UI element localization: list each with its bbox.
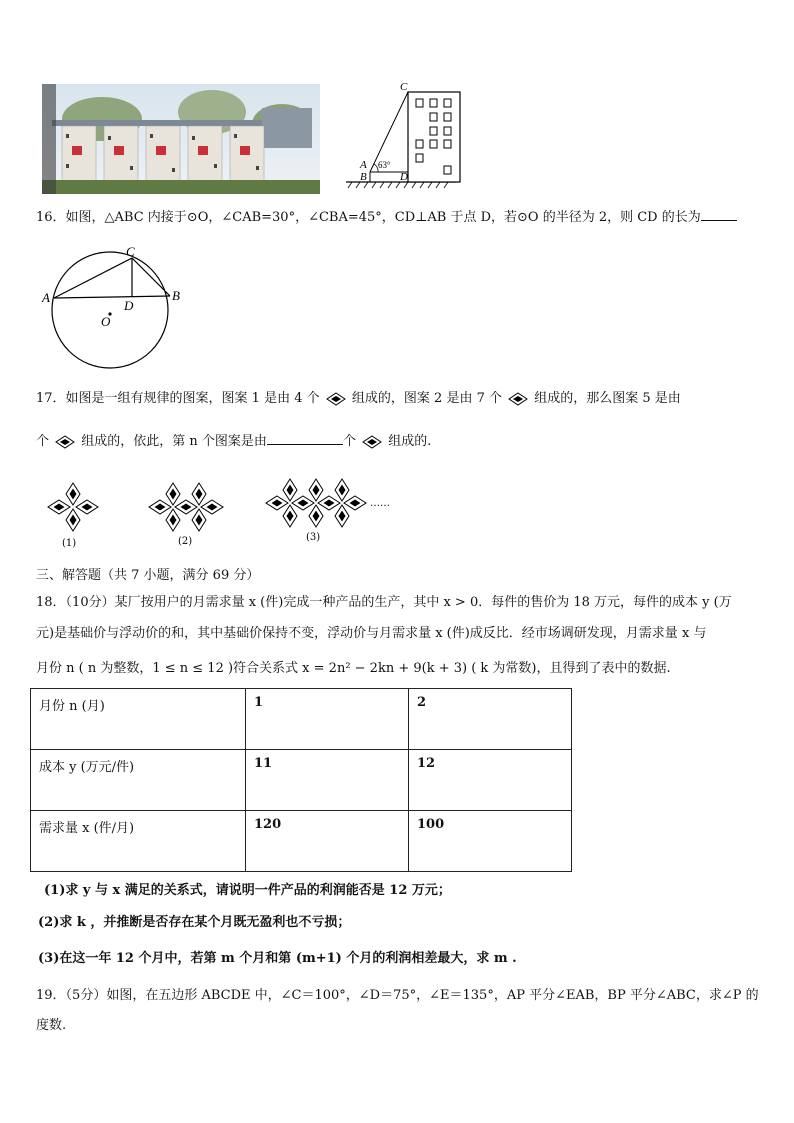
circle-diagram (38, 244, 188, 372)
diamond-icon (326, 392, 346, 406)
table-cell: 成本 y (万元/件) (31, 750, 246, 811)
q17-line1-c: 组成的，那么图案 5 是由 (534, 391, 681, 406)
pattern-ellipsis: …… (370, 498, 390, 509)
table-row (31, 811, 572, 872)
table-cell: 120 (246, 811, 409, 872)
q17-line2 (36, 430, 431, 452)
q16-answer-blank (701, 206, 737, 221)
diamond-icon (508, 392, 528, 406)
circle-label-b: B (172, 288, 180, 303)
q18-line2: 元)是基础价与浮动价的和，其中基础价保持不变，浮动价与月需求量 x (件)成反比．经市场调研发现，月需求量 x 与 (36, 626, 707, 641)
building-photo (42, 84, 320, 194)
q17-line2-d: 组成的. (388, 434, 432, 449)
pattern-figures (40, 474, 400, 550)
table-cell: 11 (246, 750, 409, 811)
tower-label-c: C (400, 81, 408, 93)
table-cell: 1 (246, 689, 409, 750)
q17-line1-a: 17．如图是一组有规律的图案，图案 1 是由 4 个 (36, 391, 320, 406)
q19-line1: 19．（5分）如图，在五边形 ABCDE 中，∠C＝100°，∠D＝75°，∠E＝135°，AP 平分∠EAB，BP 平分∠ABC，求∠P 的 (36, 988, 759, 1003)
diamond-icon (55, 435, 75, 449)
tower-angle-label: 63° (378, 160, 391, 170)
circle-label-o: O (101, 314, 111, 329)
pattern-label-1: (1) (62, 538, 77, 549)
table-cell: 月份 n (月) (31, 689, 246, 750)
pattern-1 (48, 483, 98, 531)
table-row (31, 689, 572, 750)
building-photo-image (42, 84, 320, 194)
tower-label-b: B (360, 171, 367, 183)
q18-line3: 月份 n ( n 为整数，1 ≤ n ≤ 12 )符合关系式 x = 2n² − 2kn + 9(k + 3) ( k 为常数)，且得到了表中的数据. (36, 661, 671, 676)
pattern-label-2: (2) (178, 536, 193, 547)
q18-data-table (30, 688, 572, 872)
pattern-label-3: (3) (306, 532, 321, 543)
circle-label-d: D (124, 298, 134, 313)
pattern-figures-svg (40, 474, 400, 550)
table-cell: 需求量 x (件/月) (31, 811, 246, 872)
q17-line2-a: 个 (36, 434, 50, 449)
q19-line2: 度数. (36, 1018, 67, 1033)
table-cell: 12 (409, 750, 572, 811)
tower-diagram-svg (344, 80, 464, 192)
table-cell: 100 (409, 811, 572, 872)
table-row (31, 750, 572, 811)
tower-label-a: A (360, 159, 367, 171)
tower-diagram (344, 80, 464, 192)
q18-line1: 18．（10分）某厂按用户的月需求量 x (件)完成一种产品的生产，其中 x > 0．每件的售价为 18 万元，每件的成本 y (万 (36, 595, 732, 610)
q17-line2-c: 个 (342, 434, 356, 449)
section-3-title: 三、解答题（共 7 小题，满分 69 分） (36, 568, 260, 583)
circle-label-c: C (126, 244, 135, 259)
q16-stem: 16．如图，△ABC 内接于⊙O，∠CAB=30°，∠CBA=45°，CD⊥AB 于点 D，若⊙O 的半径为 2，则 CD 的长为 (36, 210, 701, 225)
q17-line2-b: 组成的，依此，第 n 个图案是由 (81, 434, 267, 449)
tower-label-d: D (400, 171, 408, 183)
q17-line1 (36, 389, 681, 409)
circle-diagram-svg (38, 244, 188, 372)
pattern-2 (149, 483, 223, 531)
q18-sub1: (1)求 y 与 x 满足的关系式，请说明一件产品的利润能否是 12 万元； (44, 883, 451, 898)
q17-line1-b: 组成的，图案 2 是由 7 个 (351, 391, 502, 406)
diamond-icon (362, 435, 382, 449)
pattern-3 (266, 479, 366, 527)
q18-sub3: (3)在这一年 12 个月中，若第 m 个月和第 (m+1) 个月的利润相差最大，求 m . (38, 951, 517, 966)
circle-label-a: A (42, 290, 50, 305)
table-cell: 2 (409, 689, 572, 750)
q18-sub2: (2)求 k ，并推断是否存在某个月既无盈利也不亏损； (38, 915, 351, 930)
q17-answer-blank (267, 430, 343, 445)
q16-text (36, 206, 737, 228)
